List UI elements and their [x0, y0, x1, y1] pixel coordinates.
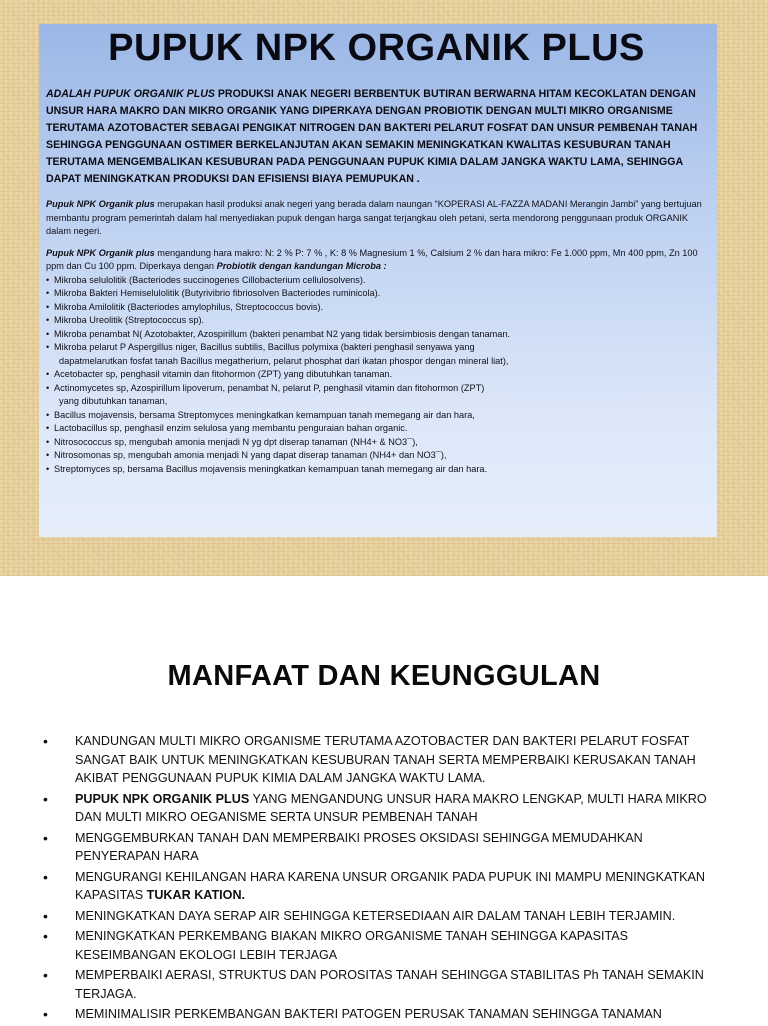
benefit-highlight: PUPUK NPK ORGANIK PLUS — [75, 791, 250, 806]
list-item-text: Mikroba pelarut P Aspergillus niger, Bacillus subtilis, Bacillus polymixa (bakteri penghasil senyawa yang — [54, 342, 475, 352]
list-item-text: Streptomyces sp, bersama Bacillus mojavensis meningkatkan kemampuan tanah memegang air dan hara. — [54, 463, 488, 474]
list-item-text: Mikroba Bakteri Hemiselulolitik (Butyrivibrio fibriosolven Bacteriodes ruminicola). — [54, 288, 381, 298]
microbe-list — [46, 274, 707, 477]
description-text: merupakan hasil produksi anak negeri yang berada dalam naungan “KOPERASI AL-FAZZA MADANI Merangin Jambi” yang bertujuan membantu program pemerintah dalam hal menyediakan pupuk dengan harga sangat terjangkau oleh petani, serta mendorong penggunaan produk ORGANIK dalam negeri. — [46, 199, 702, 236]
intro-text-2: BERBENTUK BUTIRAN BERWARNA HITAM KECOKLATAN DENGAN UNSUR HARA MAKRO DAN MIKRO ORGANIK YANG DIPERKAYA DENGAN PROBIOTIK DENGAN MULTI MIKRO ORGANISME TERUTAMA — [46, 88, 696, 134]
benefit-text: YANG MENGANDUNG UNSUR HARA MAKRO LENGKAP, MULTI HARA MIKRO DAN MULTI MIKRO OEGANISME SERTA UNSUR PEMBENAH TANAH — [75, 791, 707, 824]
list-item-text: Nitrosomonas sp, mengubah amonia menjadi N yang dapat diserap tanaman (NH4+ dan NO3¯), — [54, 450, 447, 460]
list-item — [46, 436, 707, 450]
list-item-continuation: dapatmelarutkan fosfat tanah Bacillus megatherium, pelarut phosphat dari ikatan phospor dengan mineral liat), — [59, 355, 509, 366]
list-item-text: Mikroba selulolitik (Bacteriodes succinogenes Cillobacterium cellulosolvens). — [54, 274, 366, 285]
list-item — [46, 463, 707, 477]
benefit-item — [40, 790, 730, 827]
benefits-title: MANFAAT DAN KEUNGGULAN — [167, 660, 601, 692]
list-item — [46, 368, 707, 382]
list-item-text: Acetobacter sp, penghasil vitamin dan fitohormon (ZPT) yang dibutuhkan tanaman. — [54, 369, 393, 379]
benefit-item — [40, 966, 730, 1003]
list-item-text: Actinomycetes sp, Azospirillum lipoverum, penambat N, pelarut P, penghasil vitamin dan fitohormon (ZPT) — [54, 382, 485, 393]
list-item-text: Nitrosococcus sp, mengubah amonia menjadi N yg dpt diserap tanaman (NH4+ & NO3¯), — [54, 436, 418, 447]
benefit-item — [40, 1005, 730, 1024]
list-item-text: Mikroba Ureolitik (Streptococcus sp). — [54, 315, 205, 325]
list-item — [46, 409, 707, 423]
intro-text-3: SEHINGGA PENGGUNAAN OSTIMER BERKELANJUTAN AKAN SEMAKIN MENINGKATKAN KWALITAS KESUBURAN TANAH TERUTAMA MENGEMBALIKAN KESUBURAN PADA PENGGUNAAN PUPUK KIMIA DALAM JANGKA WAKTU LAMA, SEHINGGA DAPAT MENINGKATKAN PRODUKSI DAN EFISIENSI BIAYA PEMUPUKAN . — [46, 139, 683, 185]
intro-lead: ADALAH PUPUK ORGANIK PLUS — [46, 88, 215, 100]
benefit-text: MENGURANGI KEHILANGAN HARA KARENA UNSUR ORGANIK PADA PUPUK INI MAMPU MENINGKATKAN KAPASITAS — [75, 869, 706, 902]
benefit-text: MEMPERBAIKI AERASI, STRUKTUS DAN POROSITAS TANAH SEHINGGA STABILITAS Ph TANAH SEMAKIN TERJAGA. — [75, 968, 704, 1001]
list-item-text: Lactobacillus sp, penghasil enzim selulosa yang membantu penguraian bahan organic. — [54, 423, 408, 433]
list-item — [46, 287, 707, 301]
intro-paragraph — [46, 86, 707, 188]
list-item — [46, 328, 707, 342]
list-item — [46, 449, 707, 463]
benefit-text: MENGGEMBURKAN TANAH DAN MEMPERBAIKI PROSES OKSIDASI SEHINGGA MEMUDAHKAN PENYERAPAN HARA — [75, 830, 643, 863]
list-item — [46, 382, 707, 409]
benefit-highlight: TUKAR KATION. — [146, 888, 246, 902]
list-item-continuation: yang dibutuhkan tanaman, — [59, 396, 168, 406]
benefit-item — [40, 829, 730, 866]
list-item — [46, 301, 707, 315]
list-item — [46, 274, 707, 288]
content-panel — [39, 24, 717, 537]
benefit-item — [40, 927, 730, 964]
list-item — [46, 341, 707, 368]
composition-lead: Pupuk NPK Organik plus — [46, 247, 155, 258]
benefit-text: MEMINIMALISIR PERKEMBANGAN BAKTERI PATOGEN PERUSAK TANAMAN SEHINGGA TANAMAN — [75, 1007, 662, 1021]
description-paragraph — [46, 198, 707, 239]
benefit-item — [40, 907, 730, 926]
composition-tail: Probiotik dengan kandungan Microba : — [216, 261, 387, 271]
list-item-text: Mikroba Amilolitik (Bacteriodes amylophilus, Streptococcus bovis). — [54, 301, 324, 312]
benefit-item — [40, 732, 730, 788]
description-lead: Pupuk NPK Organik plus — [46, 199, 155, 209]
list-item — [46, 422, 707, 436]
intro-highlight-1: ANAK NEGERI — [276, 88, 351, 100]
list-item-text: Mikroba penambat N( Azotobakter, Azospirillum (bakteri penambat N2 yang tidak bersimbiosis dengan tanaman. — [54, 328, 511, 339]
composition-paragraph — [46, 247, 707, 274]
list-item-text: Bacillus mojavensis, bersama Streptomyces meningkatkan kemampuan tanah memegang air dan hara, — [54, 409, 475, 420]
benefit-text: KANDUNGAN MULTI MIKRO ORGANISME TERUTAMA AZOTOBACTER DAN BAKTERI PELARUT FOSFAT SANGAT BAIK UNTUK MENINGKATKAN KESUBURAN TANAH SERTA MEMPERBAIKI KERUSAKAN TANAH AKIBAT PENGGUNAAN PUPUK KIMIA DALAM JANGKA WAKTU LAMA. — [75, 734, 696, 785]
benefits-list — [40, 732, 730, 1026]
intro-text-1: PRODUKSI — [214, 88, 277, 100]
intro-highlight-2: AZOTOBACTER SEBAGAI PENGIKAT NITROGEN DAN BAKTERI PELARUT FOSFAT DAN UNSUR PEMBENAH TANAH — [107, 122, 698, 134]
benefit-text: MENINGKATKAN PERKEMBANG BIAKAN MIKRO ORGANISME TANAH SEHINGGA KAPASITAS KESEIMBANGAN EKOLOGI LEBIH TERJAGA — [75, 929, 629, 962]
benefit-text: MENINGKATKAN DAYA SERAP AIR SEHINGGA KETERSEDIAAN AIR DALAM TANAH LEBIH TERJAMIN. — [75, 908, 676, 923]
list-item — [46, 314, 707, 328]
page-title: PUPUK NPK ORGANIK PLUS — [108, 27, 645, 69]
benefit-item — [40, 868, 730, 905]
composition-text: mengandung hara makro: N: 2 % P: 7 % , K: 8 % Magnesium 1 %, Calsium 2 % dan hara mikro: Fe 1.000 ppm, Mn 400 ppm, Zn 100 ppm dan Cu 100 ppm. Diperkaya dengan — [46, 247, 698, 271]
